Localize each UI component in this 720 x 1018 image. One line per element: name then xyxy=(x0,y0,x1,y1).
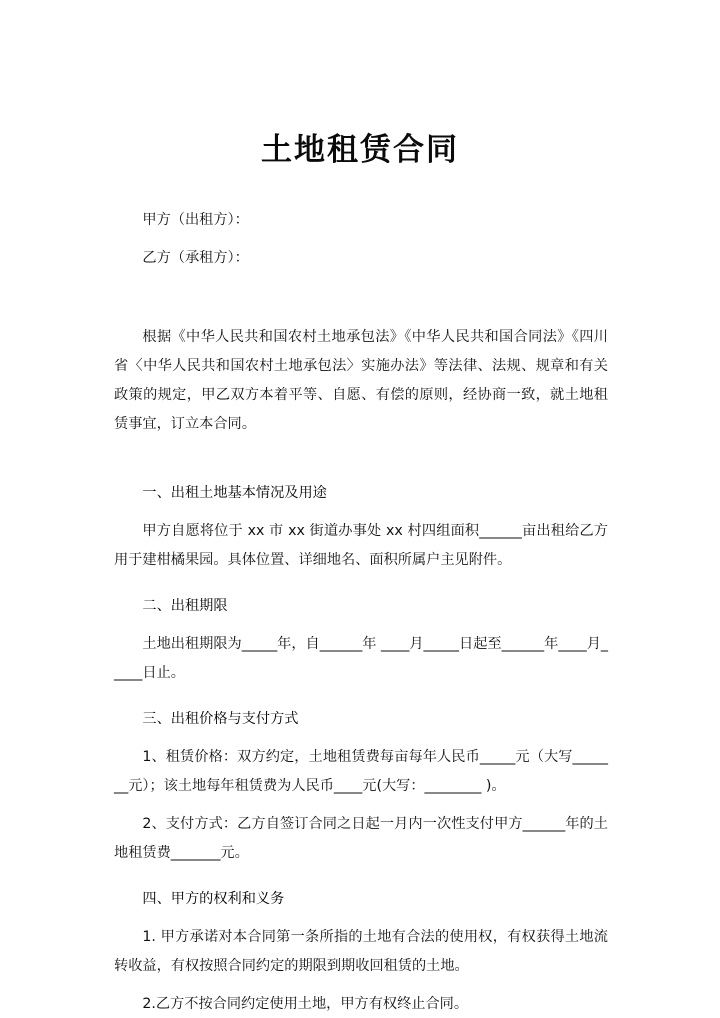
section-4-paragraph-1: 1. 甲方承诺对本合同第一条所指的土地有合法的使用权，有权获得土地流转收益，有权按照合同约定的期限到期收回租赁的土地。 xyxy=(114,929,608,974)
spacer xyxy=(114,981,608,990)
section-heading-1: 一、出租土地基本情况及用途 xyxy=(142,485,327,501)
spacer xyxy=(114,801,608,810)
section-3-paragraph-1: 1、租赁价格：双方约定，土地租赁费每亩每年人民币_____元（大写_______元）；该土地每年租赁费为人民币____元(大写：________ )。 xyxy=(114,749,608,794)
spacer xyxy=(114,914,608,923)
preamble-paragraph: 根据《中华人民共和国农村土地承包法》《中华人民共和国合同法》《四川省〈中华人民共和国农村土地承包法〉实施办法》等法律、法规、规章和有关政策的规定，甲乙双方本着平等、自愿、有偿的原则，经协商一致，就土地租赁事宜，订立本合同。 xyxy=(114,329,608,432)
spacer xyxy=(114,508,608,517)
document-body xyxy=(114,206,608,1018)
section-1-paragraph-1: 甲方自愿将位于 xx 市 xx 街道办事处 xx 村四组面积______亩出租给乙方用于建柑橘果园。具体位置、详细地名、面积所属户主见附件。 xyxy=(114,523,608,568)
section-heading-4: 四、甲方的权利和义务 xyxy=(142,891,285,907)
spacer xyxy=(114,688,608,705)
section-3-paragraph-2: 2、支付方式：乙方自签订合同之日起一月内一次性支付甲方______年的土地租赁费_______元。 xyxy=(114,816,608,861)
spacer xyxy=(114,734,608,743)
section-4-paragraph-2: 2.乙方不按合同约定使用土地，甲方有权终止合同。 xyxy=(142,996,469,1012)
spacer xyxy=(114,235,608,244)
section-heading-3: 三、出租价格与支付方式 xyxy=(142,711,299,727)
spacer xyxy=(114,273,608,323)
page-title: 土地租赁合同 xyxy=(261,131,459,168)
spacer xyxy=(114,621,608,630)
party-b-label: 乙方（承租方）： xyxy=(142,250,249,266)
section-2-paragraph-1: 土地出租期限为_____年，自______年 ____月_____日起至______年____月_____日止。 xyxy=(114,636,608,681)
section-heading-2: 二、出租期限 xyxy=(142,598,228,614)
spacer xyxy=(114,575,608,592)
spacer xyxy=(114,868,608,885)
party-a-label: 甲方（出租方）： xyxy=(142,212,249,228)
spacer xyxy=(114,439,608,479)
